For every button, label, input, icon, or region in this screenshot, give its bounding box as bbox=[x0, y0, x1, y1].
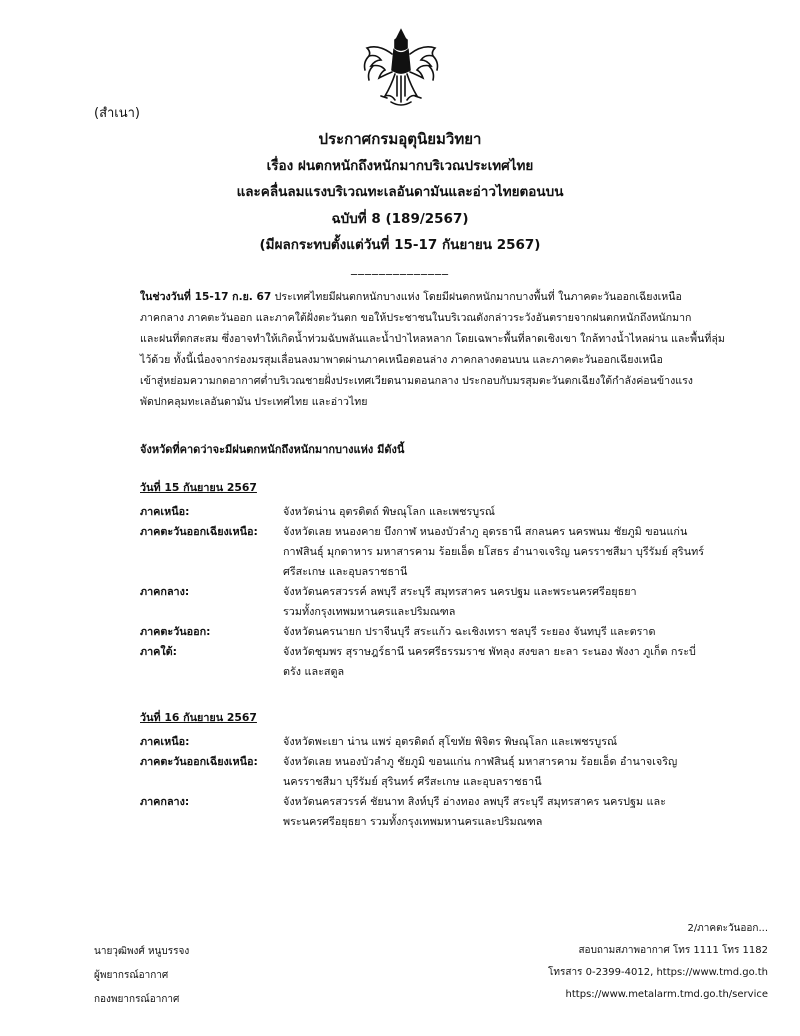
continued-marker: 2/ภาคตะวันออก... bbox=[687, 923, 768, 934]
region-row-northeast bbox=[140, 522, 720, 582]
province-line: จังหวัดนครสวรรค์ ชัยนาท สิงห์บุรี อ่างทอง ลพบุรี สระบุรี สมุทรสาคร นครปฐม และ bbox=[283, 795, 666, 808]
body-lead: ในช่วงวันที่ 15-17 ก.ย. 67 bbox=[140, 291, 272, 303]
day-title: วันที่ 16 กันยายน 2567 bbox=[140, 711, 257, 724]
effective-period: (มีผลกระทบตั้งแต่วันที่ 15-17 กันยายน 2567) bbox=[259, 237, 541, 253]
service-link[interactable]: https://www.metalarm.tmd.go.th/service bbox=[565, 989, 768, 1000]
day-section-16 bbox=[140, 708, 720, 832]
region-name: ภาคกลาง: bbox=[140, 795, 190, 808]
province-list-intro: จังหวัดที่คาดว่าจะมีฝนตกหนักถึงหนักมากบางแห่ง มีดังนี้ bbox=[140, 443, 405, 456]
region-row-central bbox=[140, 792, 720, 832]
fax-line: โทรสาร 0-2399-4012, https://www.tmd.go.th bbox=[548, 967, 768, 978]
signer-role: ผู้พยากรณ์อากาศ bbox=[94, 970, 169, 981]
day-title: วันที่ 15 กันยายน 2567 bbox=[140, 481, 257, 494]
province-line: พระนครศรีอยุธยา รวมทั้งกรุงเทพมหานครและปริมณฑล bbox=[283, 815, 543, 828]
province-line: ตรัง และสตูล bbox=[283, 665, 345, 678]
province-line: จังหวัดน่าน อุตรดิตถ์ พิษณุโลก และเพชรบูรณ์ bbox=[283, 505, 495, 518]
subject-line-2: และคลื่นลมแรงบริเวณทะเลอันดามันและอ่าวไทยตอนบน bbox=[236, 184, 564, 200]
region-provinces bbox=[283, 582, 720, 622]
announcement-header bbox=[0, 126, 800, 277]
body-line-5: เข้าสู่หย่อมความกดอากาศต่ำบริเวณชายฝั่งประเทศเวียดนามตอนกลาง ประกอบกับมรสุมตะวันตกเฉียงใต้กำลังค่อนข้างแรง bbox=[140, 375, 693, 387]
province-line: จังหวัดนครสวรรค์ ลพบุรี สระบุรี สมุทรสาคร นครปฐม และพระนครศรีอยุธยา bbox=[283, 585, 637, 598]
region-provinces bbox=[283, 642, 720, 682]
body-line-2: ภาคกลาง ภาคตะวันออก และภาคใต้ฝั่งตะวันตก ขอให้ประชาชนในบริเวณดังกล่าวระวังอันตรายจากฝนตกหนักถึงหนักมาก bbox=[140, 312, 692, 324]
region-provinces bbox=[283, 622, 720, 642]
body-line-4: ไว้ด้วย ทั้งนี้เนื่องจากร่องมรสุมเลื่อนลงมาพาดผ่านภาคเหนือตอนล่าง ภาคกลางตอนบน และภาคตะวันออกเฉียงเหนือ bbox=[140, 354, 663, 366]
region-name: ภาคตะวันออกเฉียงเหนือ: bbox=[140, 525, 258, 538]
province-line: จังหวัดชุมพร สุราษฎร์ธานี นครศรีธรรมราช พัทลุง สงขลา ยะลา ระนอง พังงา ภูเก็ต กระบี่ bbox=[283, 645, 696, 658]
issue-number: ฉบับที่ 8 (189/2567) bbox=[331, 210, 469, 227]
region-provinces bbox=[283, 522, 720, 582]
signer-block bbox=[94, 940, 189, 1012]
contact-block bbox=[548, 918, 768, 1006]
province-line: รวมทั้งกรุงเทพมหานครและปริมณฑล bbox=[283, 605, 456, 618]
province-line: ศรีสะเกษ และอุบลราชธานี bbox=[283, 565, 408, 578]
body-line-1-text: ประเทศไทยมีฝนตกหนักบางแห่ง โดยมีฝนตกหนักมากบางพื้นที่ ในภาคตะวันออกเฉียงเหนือ bbox=[274, 291, 682, 303]
region-name: ภาคกลาง: bbox=[140, 585, 190, 598]
region-provinces bbox=[283, 792, 720, 832]
region-name: ภาคเหนือ: bbox=[140, 735, 190, 748]
region-name: ภาคตะวันออก: bbox=[140, 625, 211, 638]
region-row-east bbox=[140, 622, 720, 642]
inquiry-line: สอบถามสภาพอากาศ โทร 1111 โทร 1182 bbox=[578, 945, 768, 956]
region-provinces bbox=[283, 752, 720, 792]
copy-mark: (สำเนา) bbox=[94, 106, 141, 121]
region-name: ภาคตะวันออกเฉียงเหนือ: bbox=[140, 755, 258, 768]
body-paragraph bbox=[140, 287, 725, 413]
province-line: กาฬสินธุ์ มุกดาหาร มหาสารคาม ร้อยเอ็ด ยโสธร อำนาจเจริญ นครราชสีมา บุรีรัมย์ สุรินทร์ bbox=[283, 545, 705, 558]
region-provinces bbox=[283, 502, 720, 522]
header-divider: ______________ bbox=[351, 260, 449, 275]
province-line: จังหวัดนครนายก ปราจีนบุรี สระแก้ว ฉะเชิงเทรา ชลบุรี ระยอง จันทบุรี และตราด bbox=[283, 625, 656, 638]
region-row-central bbox=[140, 582, 720, 622]
signer-name: นายวุฒิพงศ์ หนูบรรจง bbox=[94, 946, 190, 957]
page-title: ประกาศกรมอุตุนิยมวิทยา bbox=[318, 130, 482, 148]
province-line: จังหวัดเลย หนองบัวลำภู ชัยภูมิ ขอนแก่น กาฬสินธุ์ มหาสารคาม ร้อยเอ็ด อำนาจเจริญ bbox=[283, 755, 678, 768]
body-line-3: และฝนที่ตกสะสม ซึ่งอาจทำให้เกิดน้ำท่วมฉับพลันและน้ำป่าไหลหลาก โดยเฉพาะพื้นที่ลาดเชิงเขา ใกล้ทางน้ำไหลผ่าน และพื้นที่ลุ่ม bbox=[140, 333, 725, 345]
province-line: จังหวัดพะเยา น่าน แพร่ อุตรดิตถ์ สุโขทัย พิจิตร พิษณุโลก และเพชรบูรณ์ bbox=[283, 735, 618, 748]
region-name: ภาคเหนือ: bbox=[140, 505, 190, 518]
region-row-north bbox=[140, 502, 720, 522]
region-row-north bbox=[140, 732, 720, 752]
body-line-6: พัดปกคลุมทะเลอันดามัน ประเทศไทย และอ่าวไทย bbox=[140, 396, 368, 408]
region-row-south bbox=[140, 642, 720, 682]
region-provinces bbox=[283, 732, 720, 752]
subject-line-1: เรื่อง ฝนตกหนักถึงหนักมากบริเวณประเทศไทย bbox=[266, 157, 534, 174]
region-row-northeast bbox=[140, 752, 720, 792]
region-name: ภาคใต้: bbox=[140, 645, 178, 658]
body-line-1 bbox=[140, 287, 702, 308]
day-section-15 bbox=[140, 478, 720, 682]
province-line: นครราชสีมา บุรีรัมย์ สุรินทร์ ศรีสะเกษ และอุบลราชธานี bbox=[283, 775, 542, 788]
garuda-emblem-icon bbox=[361, 26, 441, 112]
province-line: จังหวัดเลย หนองคาย บึงกาฬ หนองบัวลำภู อุดรธานี สกลนคร นครพนม ชัยภูมิ ขอนแก่น bbox=[283, 525, 688, 538]
division-name: กองพยากรณ์อากาศ bbox=[94, 994, 180, 1005]
